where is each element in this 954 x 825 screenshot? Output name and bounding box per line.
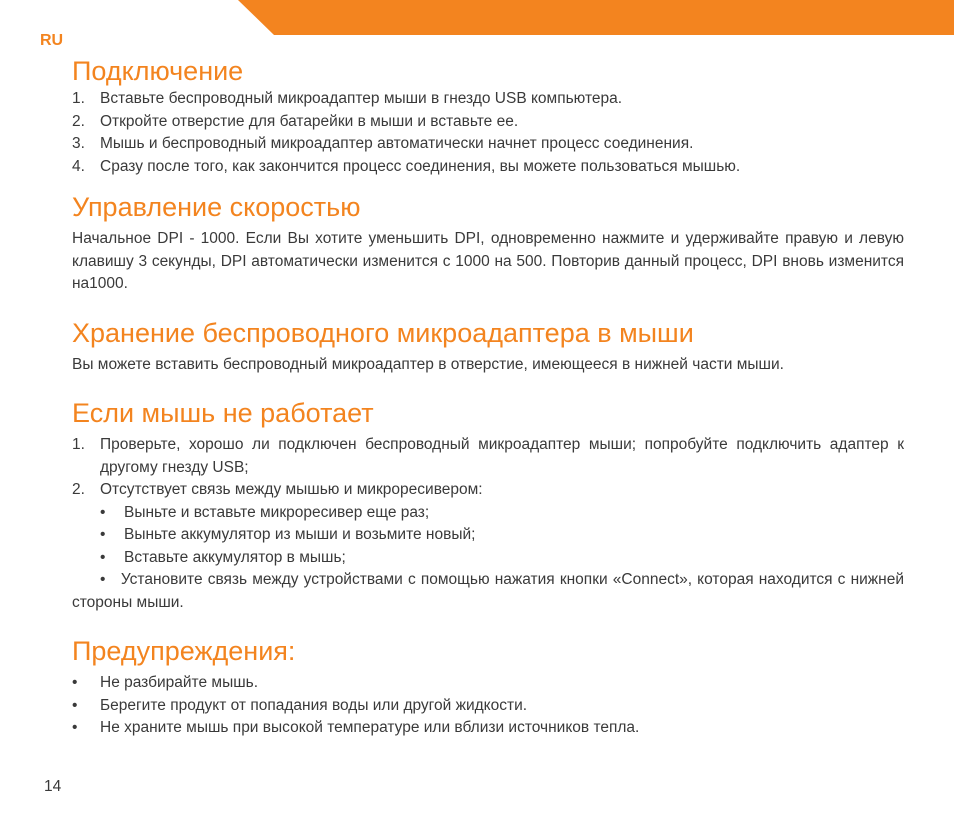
storage-paragraph: Вы можете вставить беспроводный микроадаптер в отверстие, имеющееся в нижней части мыши. bbox=[72, 355, 784, 373]
list-item: 1. Проверьте, хорошо ли подключен беспроводный микроадаптер мыши; попробуйте подключить адаптер к другому гнезду USB; bbox=[72, 436, 904, 476]
list-item: 3. Мышь и беспроводный микроадаптер автоматически начнет процесс соединения. bbox=[72, 135, 694, 152]
list-item: 4. Сразу после того, как закончится процесс соединения, вы можете пользоваться мышью. bbox=[72, 157, 741, 175]
list-item: • Выньте аккумулятор из мыши и возьмите новый; bbox=[100, 526, 476, 543]
section-title-storage: Хранение беспроводного микроадаптера в мыши bbox=[72, 317, 694, 348]
section-title-speed: Управление скоростью bbox=[72, 192, 361, 222]
list-item: • Берегите продукт от попадания воды или другой жидкости. bbox=[72, 696, 528, 714]
list-item: • Выньте и вставьте микроресивер еще раз; bbox=[100, 503, 430, 521]
section-title-warnings: Предупреждения: bbox=[72, 636, 296, 666]
list-item: 1. Вставьте беспроводный микроадаптер мыши в гнездо USB компьютера. bbox=[72, 90, 623, 107]
list-item: • Не храните мышь при высокой температуре или вблизи источников тепла. bbox=[72, 719, 640, 736]
speed-paragraph: Начальное DPI - 1000. Если Вы хотите уменьшить DPI, одновременно нажмите и удерживайте правую и левую клавишу 3 секунды, DPI автоматически изменится с 1000 на 500. Повторив данный процесс, DPI вновь изменится на1000. bbox=[72, 230, 904, 292]
troubleshoot-steps bbox=[72, 434, 904, 502]
header-accent-band bbox=[238, 0, 954, 35]
page-content bbox=[72, 54, 904, 740]
warnings-list bbox=[72, 672, 904, 740]
section-title-connection: Подключение bbox=[72, 56, 244, 86]
list-item: 2. Откройте отверстие для батарейки в мыши и вставьте ее. bbox=[72, 112, 519, 130]
language-label: RU bbox=[40, 32, 64, 49]
list-item: 2. Отсутствует связь между мышью и микроресивером: bbox=[72, 481, 483, 498]
connection-steps bbox=[72, 88, 904, 178]
page-number: 14 bbox=[44, 778, 62, 795]
list-item: • Не разбирайте мышь. bbox=[72, 674, 259, 691]
list-item: • Вставьте аккумулятор в мышь; bbox=[100, 548, 346, 566]
troubleshoot-substeps bbox=[72, 502, 904, 570]
section-title-troubleshoot: Если мышь не работает bbox=[72, 398, 374, 428]
troubleshoot-last-substep: • Установите связь между устройствами с помощью нажатия кнопки «Connect», которая находится с нижней стороны мыши. bbox=[72, 571, 904, 611]
